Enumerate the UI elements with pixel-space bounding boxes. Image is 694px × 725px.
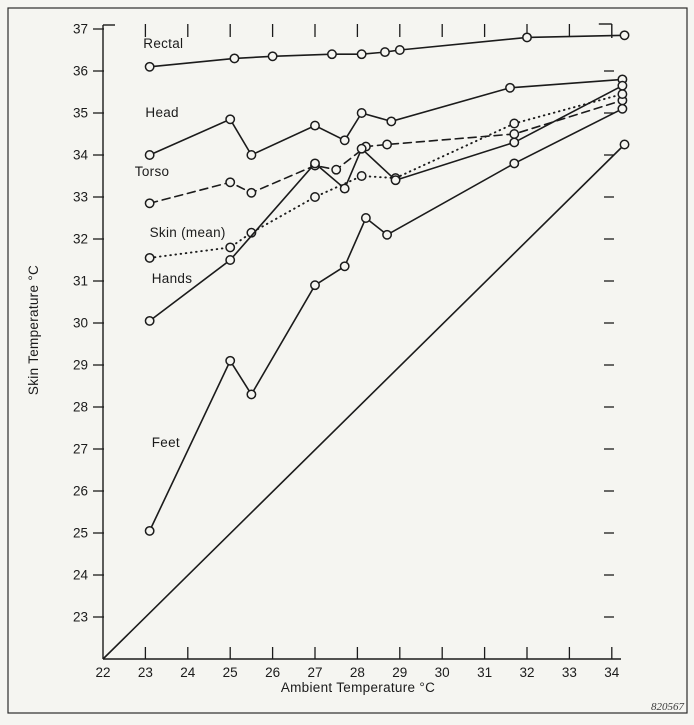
series-rectal-point	[230, 54, 238, 62]
x-tick-label: 25	[222, 665, 238, 680]
x-tick-label: 27	[307, 665, 323, 680]
y-tick-label: 23	[72, 609, 88, 625]
y-tick-label: 32	[72, 231, 88, 247]
series-hands-point	[340, 184, 348, 192]
series-skin-mean-point	[510, 119, 518, 127]
series-head-point	[387, 117, 395, 125]
series-feet	[145, 105, 626, 536]
series-rectal-point	[396, 46, 404, 54]
series-head-label: Head	[145, 105, 179, 121]
series-head-point	[226, 115, 234, 123]
x-tick-label: 28	[349, 665, 365, 680]
series-hands-point	[357, 145, 365, 153]
x-tick-label: 32	[519, 665, 535, 680]
series-rectal-point	[357, 50, 365, 58]
axes	[73, 22, 621, 681]
series-feet-point	[510, 159, 518, 167]
series-hands-label: Hands	[151, 271, 193, 287]
series-rectal-point	[328, 50, 336, 58]
series-rectal-point	[268, 52, 276, 60]
series-torso-point	[332, 166, 340, 174]
series-torso-point	[383, 140, 391, 148]
series-head-point	[145, 151, 153, 159]
series-hands	[145, 82, 626, 326]
figure-number: 820567	[651, 701, 684, 713]
series-feet-label: Feet	[151, 434, 180, 450]
y-tick-label: 36	[72, 63, 88, 79]
series-hands-point	[311, 159, 319, 167]
y-tick-label: 26	[72, 483, 88, 499]
series-feet-point	[362, 214, 370, 222]
y-tick-label: 31	[72, 273, 88, 289]
x-tick-label: 30	[434, 665, 450, 680]
x-tick-label: 22	[95, 665, 111, 680]
series-head-point	[247, 151, 255, 159]
y-tick-label: 35	[72, 105, 88, 121]
series-torso-line	[150, 100, 623, 203]
y-tick-label: 34	[72, 147, 88, 163]
series-skin-mean-point	[618, 90, 626, 98]
series-rectal-point	[381, 48, 389, 56]
series-head-point	[311, 121, 319, 129]
series-skin-mean-point	[311, 193, 319, 201]
series-head-point	[506, 84, 514, 92]
y-tick-label: 33	[72, 189, 88, 205]
series-feet-point	[145, 527, 153, 535]
y-axis-title: Skin Temperature °C	[26, 264, 41, 396]
series-feet-point	[226, 357, 234, 365]
series-hands-point	[226, 256, 234, 264]
y-tick-label: 25	[72, 525, 88, 541]
series-rectal	[143, 31, 628, 71]
series-torso-label: Torso	[134, 164, 170, 179]
series-rectal-label: Rectal	[143, 35, 184, 51]
series-head-point	[340, 136, 348, 144]
series-torso-point	[145, 199, 153, 207]
series-hands-point	[618, 82, 626, 90]
series-rectal-point	[523, 33, 531, 41]
x-tick-label: 34	[604, 665, 620, 680]
x-tick-label: 24	[180, 665, 196, 680]
series-rectal-point	[145, 63, 153, 71]
series-rectal-point	[620, 31, 628, 39]
x-tick-label: 26	[265, 665, 281, 680]
y-tick-label: 37	[72, 21, 88, 37]
series-skin-mean-point	[226, 243, 234, 251]
series-hands-point	[510, 138, 518, 146]
series-ambient-reference-point	[620, 140, 628, 148]
series-torso-point	[247, 189, 255, 197]
series-torso-point	[510, 130, 518, 138]
y-tick-label: 28	[72, 399, 88, 415]
series-feet-point	[340, 262, 348, 270]
figure-frame-border	[8, 8, 687, 713]
series-hands-line	[150, 86, 623, 321]
series-skin-mean-label: Skin (mean)	[149, 224, 226, 240]
y-tick-label: 30	[72, 315, 88, 331]
y-tick-label: 27	[72, 441, 88, 457]
x-tick-label: 23	[137, 665, 153, 680]
series-feet-point	[311, 281, 319, 289]
series-hands-point	[391, 176, 399, 184]
series-feet-point	[618, 105, 626, 113]
series-feet-point	[247, 390, 255, 398]
series-torso-point	[226, 178, 234, 186]
y-tick-label: 29	[72, 357, 88, 373]
x-axis-title: Ambient Temperature °C	[280, 680, 436, 695]
y-tick-label: 24	[72, 567, 88, 583]
x-tick-label: 33	[561, 665, 577, 680]
series-feet-point	[383, 231, 391, 239]
series-head-point	[357, 109, 365, 117]
x-tick-label: 29	[392, 665, 408, 680]
series-torso	[135, 96, 627, 207]
series-hands-point	[145, 317, 153, 325]
series-skin-mean-point	[145, 254, 153, 262]
series-skin-mean-point	[357, 172, 365, 180]
x-tick-label: 31	[477, 665, 493, 680]
